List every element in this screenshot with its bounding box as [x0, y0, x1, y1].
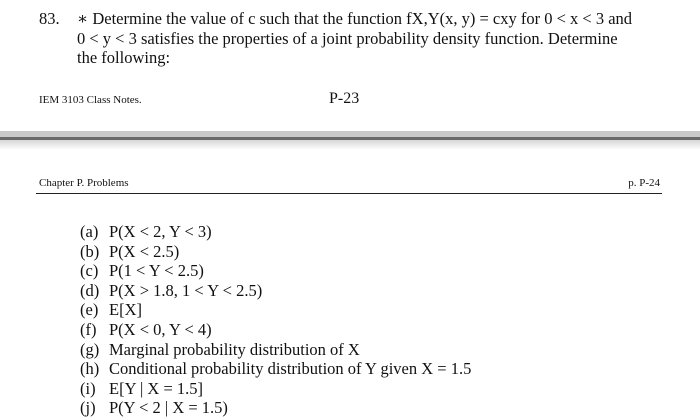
problem-number: 83.: [39, 9, 60, 28]
list-item: [80, 340, 471, 360]
list-item: [80, 300, 471, 320]
page-number-footer: P-23: [329, 90, 360, 107]
course-notes-label: IEM 3103 Class Notes.: [39, 94, 142, 106]
part-text: Conditional probability distribution of Y given X = 1.5: [109, 359, 472, 379]
part-text: E[X]: [109, 300, 142, 320]
part-text: P(X < 2.5): [109, 241, 180, 261]
question-parts-list: [80, 222, 471, 418]
header-rule: [36, 193, 662, 194]
chapter-header: Chapter P. Problems: [39, 177, 129, 189]
part-label: (d): [80, 280, 100, 300]
list-item: [80, 320, 471, 340]
part-label: (f): [80, 319, 97, 339]
list-item: [80, 222, 471, 242]
part-text: P(X < 2, Y < 3): [109, 222, 212, 241]
list-item: [80, 359, 471, 379]
part-text: P(X > 1.8, 1 < Y < 2.5): [109, 280, 263, 300]
part-label: (g): [80, 339, 100, 359]
list-item: [80, 281, 471, 301]
list-item: [80, 261, 471, 281]
problem-text-line-3: the following:: [77, 48, 171, 67]
problem-text-line-2: 0 < y < 3 satisfies the properties of a joint probability density function. Determine: [77, 28, 618, 48]
list-item: [80, 242, 471, 262]
part-text: P(1 < Y < 2.5): [109, 261, 204, 281]
part-label: (a): [80, 222, 99, 241]
list-item: [80, 398, 471, 418]
part-label: (j): [80, 398, 96, 418]
part-label: (i): [80, 378, 96, 398]
part-label: (b): [80, 241, 100, 261]
problem-text-line-1: ∗ Determine the value of c such that the function fX,Y(x, y) = cxy for 0 < x < 3 and: [77, 9, 633, 28]
problem-line-1: [39, 9, 665, 29]
problem-statement: [39, 9, 665, 68]
part-label: (h): [80, 359, 100, 379]
part-text: P(Y < 2 | X = 1.5): [109, 398, 228, 418]
list-item: [80, 379, 471, 399]
part-text: Marginal probability distribution of X: [109, 339, 360, 359]
part-text: E[Y | X = 1.5]: [109, 378, 204, 398]
part-label: (c): [80, 261, 99, 281]
page-number-header: p. P-24: [628, 177, 660, 189]
part-label: (e): [80, 300, 99, 320]
page-separator-shadow: [0, 140, 700, 150]
part-text: P(X < 0, Y < 4): [109, 319, 212, 339]
